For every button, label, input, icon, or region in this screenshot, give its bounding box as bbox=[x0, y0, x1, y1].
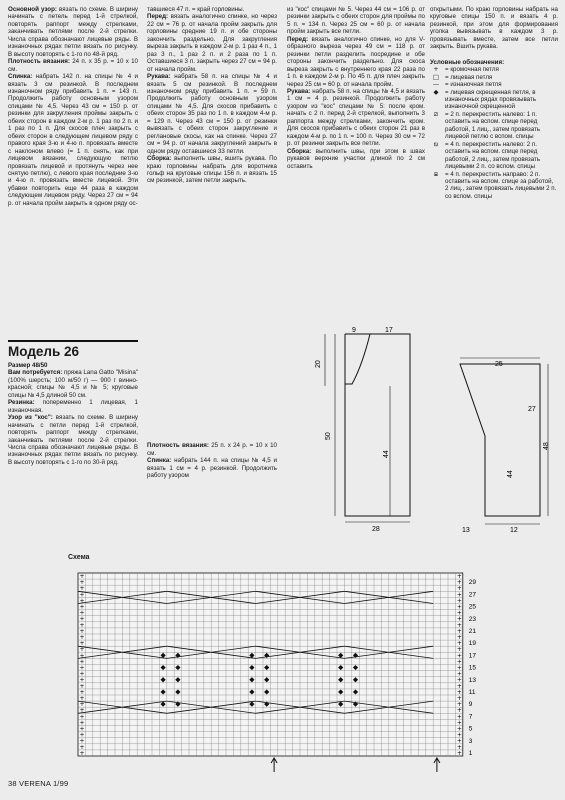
edge-stitch-mark: + bbox=[79, 585, 85, 593]
edge-stitch-mark: + bbox=[456, 743, 462, 751]
schema-label: Схема bbox=[68, 554, 90, 561]
paragraph: Рукава: набрать 58 п. на спицы № 4,5 и вязать 1 см = 4 р. резинкой. Продолжить работу узором из "кос" спицами № 5: после кром. начать с 2 п. перед 2-й стрелкой, выполнить 3 раппорта между стрелками, закончить кром. Для скосов прибавить с обеих сторон 21 раз в каждом 4-м р. по 1 п. = 100 п. Через 30 см = 72 р. от резинки закрыть все петли. bbox=[287, 87, 425, 148]
garment-pattern-body bbox=[290, 326, 425, 536]
dim-label: 28 bbox=[372, 526, 380, 533]
row-number: 13 bbox=[468, 676, 477, 684]
row-number: 21 bbox=[468, 627, 477, 635]
edge-stitch-mark: + bbox=[456, 615, 462, 623]
row-number: 19 bbox=[468, 640, 477, 648]
edge-stitch-mark: + bbox=[456, 713, 462, 721]
pattern-outline bbox=[460, 364, 540, 516]
knitting-chart bbox=[60, 565, 520, 775]
edge-stitch-mark: + bbox=[79, 634, 85, 641]
edge-stitch-mark: + bbox=[79, 676, 85, 684]
dim-label: 25 bbox=[495, 361, 503, 368]
row-number: 1 bbox=[468, 749, 473, 757]
dim-label: 20 bbox=[315, 360, 322, 368]
paragraph: Основной узор: вязать по схеме. В ширину начинать с петель перед 1-й стрелкой, повторять раппорт между стрелками, заканчивать петлями после 2-й стрелки. Числа справа обозначают лицевые ряды. В изнаночных рядах петли вязать по рисунку. В высоту повторять с 1-го по 48-й ряд. bbox=[8, 6, 138, 58]
edge-stitch-mark: + bbox=[79, 573, 85, 580]
legend-symbol-icon: ⧄ bbox=[433, 109, 439, 118]
paragraph: Рукава: набрать 58 п. на спицы № 4 и вязать 5 см резинкой. В последнем изнаночном ряду прибавить 1 п. = 59 п. Продолжить работу основным узором спицами № 4,5. Для скосов прибавить с обеих сторон 35 раз по 1 п. в каждом 4-м р. = 129 п. Через 43 см = 150 р. от резинки вывязать с обеих сторон закругление и реглановые скосы, как на спинке. Через 27 см = 94 р. от начала закруглений закрыть в одном ряду оставшиеся 33 петли. bbox=[147, 73, 277, 155]
paragraph: Перед: вязать аналогично спинке, но для V-образного выреза через 49 см = 118 р. от резинки петли разделить посредине и обе стороны закончить раздельно. Для скоса выреза закрыть с внутреннего края 22 раза по 1 п. в каждом 2-м р. По 45 п. для плеч закрыть через 25 см = 60 р. от начала пройм. bbox=[287, 35, 425, 88]
row-number: 23 bbox=[468, 615, 477, 623]
row-number: 15 bbox=[468, 664, 477, 672]
legend-text: = изнаночная петля bbox=[445, 81, 502, 89]
dim-label: 27 bbox=[528, 406, 536, 413]
edge-stitch-mark: + bbox=[456, 609, 462, 617]
edge-stitch-mark: + bbox=[456, 646, 462, 654]
edge-stitch-mark: + bbox=[79, 725, 85, 733]
edge-stitch-mark: + bbox=[456, 725, 462, 733]
legend-item bbox=[430, 89, 558, 111]
row-number: 5 bbox=[468, 725, 473, 733]
paragraph: Спинка: набрать 142 п. на спицы № 4 и вязать 3 см резинкой. В последнем изнаночном ряду прибавить 1 п. = 143 п. Продолжить работу основным узором спицами № 4,5. Через 43 см = 150 р. от резинки для закругления проймы закрыть с обеих сторон в каждом 2-м р. 1 раз по 2 п. и 1 раз по 1 п. Для скосов плеч закрыть с обеих сторон в следующем лицевом ряду с правого края 3-ю и 4-ю п. провязать вместе с наклоном влево (= 1 п. снять, как при лицевом вязании, следующую петлю провязать лицевой и протянуть через нее снятую петлю), с левого края последние 3-ю и 4-ю п. провязать вместе лицевой. Эти убавки повторить еще 44 раза в каждом следующем лицевом ряду. Через 27 см = 94 р. от начала пройм закрыть в одном ряду ос- bbox=[8, 73, 138, 207]
edge-stitch-mark: + bbox=[456, 658, 462, 666]
paragraph: Плотность вязания: 24 п. х 35 р. = 10 х 10 см. bbox=[8, 58, 138, 73]
paragraph: Узор из "кос": вязать по схеме. В ширину начинать с петли перед 1-й стрелкой, повторять раппорт между стрелками, заканчивать петлями после 2-й стрелки. Числа справа обозначают лицевые ряды. В изнаночных рядах петли вязать по рисунку. В высоту повторять с 1-го по 30-й ряд. bbox=[8, 414, 139, 466]
edge-stitch-mark: + bbox=[456, 701, 462, 709]
edge-stitch-mark: + bbox=[456, 634, 462, 641]
row-number: 17 bbox=[468, 652, 477, 660]
paragraph: Перед: вязать аналогично спинке, но через 22 см = 76 р. от начала пройм закрыть для горловины средние 19 п. и обе стороны закончить раздельно. Для закругления выреза закрыть в каждом 2-м р. 1 раз 4 п., 1 раз 3 п., 1 раз 2 п. и 2 раза по 1 п. Оставшиеся 3 п. закрыть через 27 см = 94 р. от начала пройм. bbox=[147, 13, 277, 73]
row-number: 29 bbox=[468, 579, 477, 587]
edge-stitch-mark: + bbox=[79, 603, 85, 611]
edge-stitch-mark: + bbox=[456, 731, 462, 739]
legend-title: Условные обозначения: bbox=[430, 58, 505, 66]
edge-stitch-mark: + bbox=[456, 591, 462, 599]
legend-symbol-icon: — bbox=[432, 80, 440, 89]
edge-stitch-mark: + bbox=[79, 737, 85, 745]
edge-stitch-mark: + bbox=[456, 597, 462, 605]
paragraph: из "кос" спицами № 5. Через 44 см = 106 р. от резинки закрыть с обеих сторон для проймы по 5 п. = 134 п. Через 25 см = 60 р. от начала пройм закрыть все петли. bbox=[287, 6, 425, 36]
edge-stitch-mark: + bbox=[79, 627, 85, 635]
model26-intro bbox=[8, 362, 138, 466]
edge-stitch-mark: + bbox=[79, 713, 85, 721]
edge-stitch-mark: + bbox=[79, 652, 85, 660]
edge-stitch-mark: + bbox=[79, 664, 85, 672]
edge-stitch-mark: + bbox=[79, 621, 85, 629]
edge-stitch-mark: + bbox=[79, 646, 85, 654]
dim-label: 9 bbox=[352, 327, 356, 334]
legend-list bbox=[430, 66, 558, 200]
legend-text: = кромочная петля bbox=[445, 66, 499, 74]
dim-label: 17 bbox=[385, 327, 393, 334]
paragraph: тавшиеся 47 п. = край горловины. bbox=[147, 6, 245, 13]
edge-stitch-mark: + bbox=[456, 688, 462, 696]
edge-stitch-mark: + bbox=[456, 627, 462, 635]
legend-item bbox=[430, 81, 558, 88]
legend-item bbox=[430, 141, 558, 171]
edge-stitch-mark: + bbox=[456, 737, 462, 745]
edge-stitch-mark: + bbox=[79, 743, 85, 751]
dim-label: 12 bbox=[510, 527, 518, 534]
row-number: 11 bbox=[468, 688, 476, 696]
legend-text: = лицевая петля bbox=[445, 73, 493, 81]
edge-stitch-mark: + bbox=[456, 652, 462, 660]
paragraph: Сборка: выполнить швы, при этом в швах рукавов верхние участки длиной по 2 см оставить bbox=[287, 147, 425, 170]
dim-label: 44 bbox=[383, 450, 390, 458]
model-title: Модель 26 bbox=[8, 340, 138, 359]
text-column-2 bbox=[147, 6, 277, 185]
dim-label: 13 bbox=[462, 527, 470, 534]
row-number: 25 bbox=[468, 603, 477, 611]
edge-stitch-mark: + bbox=[456, 719, 462, 727]
legend-text: = 4 п. перекрестить налево: 2 п. оставить на вспом. спице перед работой, 2 лиц., затем провязать лицевыми 2 п. со вспом. спицы bbox=[445, 140, 541, 171]
edge-stitch-mark: + bbox=[456, 621, 462, 629]
edge-stitch-mark: + bbox=[456, 670, 462, 678]
dim-label: 50 bbox=[325, 432, 332, 440]
model26-body bbox=[147, 342, 277, 480]
edge-stitch-mark: + bbox=[79, 749, 85, 757]
row-number: 7 bbox=[468, 713, 473, 721]
page-footer: 38 VERENA 1/99 bbox=[8, 779, 69, 788]
edge-stitch-mark: + bbox=[456, 640, 462, 648]
legend-symbol-icon: + bbox=[433, 65, 439, 74]
legend-item bbox=[430, 111, 558, 141]
paragraph: Вам потребуется: пряжа Lana Gatto "Misina" (100% шерсть; 100 м/50 г) — 900 г винно-красной; спицы № 4,5 и № 5; круговые спицы № 4,5 длиной 50 см. bbox=[8, 369, 138, 399]
legend-symbol-icon: ⧆ bbox=[433, 169, 439, 178]
edge-stitch-mark: + bbox=[456, 603, 462, 611]
row-number: 27 bbox=[468, 591, 477, 599]
garment-pattern-sleeve bbox=[440, 356, 555, 536]
legend-text: = лицевая скрещенная петля, в изнаночных рядах провязывать изнаночной скрещенной bbox=[445, 88, 537, 111]
text-column-1 bbox=[8, 6, 138, 207]
legend-symbol-icon: ⧅ bbox=[433, 139, 439, 148]
text-column-4 bbox=[430, 6, 558, 200]
edge-stitch-mark: + bbox=[79, 658, 85, 666]
edge-stitch-mark: + bbox=[79, 615, 85, 623]
edge-stitch-mark: + bbox=[79, 688, 85, 696]
edge-stitch-mark: + bbox=[79, 731, 85, 739]
legend-symbol-icon: ◆ bbox=[433, 87, 439, 96]
size-label: Размер 48/50 bbox=[8, 362, 48, 369]
paragraph: Плотность вязания: 25 п. х 24 р. = 10 х 10 см. bbox=[147, 442, 277, 457]
edge-stitch-mark: + bbox=[79, 701, 85, 709]
dim-label: 48 bbox=[543, 442, 550, 450]
legend-text: = 2 п. перекрестить налево: 1 п. оставить на вспом. спице перед работой, 1 лиц., затем провязать лицевой петлю с вспом. спицы bbox=[445, 110, 541, 141]
legend-text: = 4 п. перекрестить направо: 2 п. оставить на вспом. спице за работой, 2 лиц., затем провязать лицевыми 2 п. со вспом. спицы bbox=[445, 170, 557, 200]
row-number: 9 bbox=[468, 701, 473, 709]
legend-item bbox=[430, 74, 558, 81]
repeat-arrow-icon bbox=[434, 758, 440, 772]
paragraph: Спинка: набрать 144 п. на спицы № 4,5 и вязать 1 см = 4 р. резинкой. Продолжить работу узором bbox=[147, 457, 277, 480]
paragraph: Сборка: выполнить швы, вшить рукава. По краю горловины набрать для воротника гольф на круговые спицы 156 п. и вязать 15 см резинкой, затем петли закрыть. bbox=[147, 155, 277, 185]
edge-stitch-mark: + bbox=[456, 749, 462, 757]
paragraph: Резинка: попеременно 1 лицевая, 1 изнаночная. bbox=[8, 399, 138, 414]
edge-stitch-mark: + bbox=[79, 640, 85, 648]
dim-label: 44 bbox=[507, 470, 514, 478]
repeat-arrow-icon bbox=[271, 758, 277, 772]
pattern-outline bbox=[345, 334, 410, 516]
text-column-3 bbox=[287, 6, 425, 170]
edge-stitch-mark: + bbox=[456, 707, 462, 715]
legend-item bbox=[430, 171, 558, 201]
edge-stitch-mark: + bbox=[79, 707, 85, 715]
edge-stitch-mark: + bbox=[456, 682, 462, 690]
edge-stitch-mark: + bbox=[79, 670, 85, 678]
legend-symbol-icon: □ bbox=[432, 72, 440, 81]
edge-stitch-mark: + bbox=[79, 695, 85, 702]
edge-stitch-mark: + bbox=[456, 585, 462, 593]
row-number: 3 bbox=[468, 737, 473, 745]
edge-stitch-mark: + bbox=[79, 597, 85, 605]
edge-stitch-mark: + bbox=[79, 719, 85, 727]
edge-stitch-mark: + bbox=[456, 664, 462, 672]
edge-stitch-mark: + bbox=[456, 695, 462, 702]
edge-stitch-mark: + bbox=[456, 573, 462, 580]
edge-stitch-mark: + bbox=[79, 682, 85, 690]
edge-stitch-mark: + bbox=[79, 591, 85, 599]
legend-item bbox=[430, 66, 558, 73]
paragraph: открытыми. По краю горловины набрать на круговые спицы 150 п. и вязать 4 р. резинкой, при этом для формирования уголка вывязывать в каждом 3 р. провязывать вместе, затем все петли закрыть. Вшить рукава. bbox=[430, 6, 558, 51]
edge-stitch-mark: + bbox=[79, 579, 85, 587]
edge-stitch-mark: + bbox=[456, 676, 462, 684]
edge-stitch-mark: + bbox=[456, 579, 462, 587]
edge-stitch-mark: + bbox=[79, 609, 85, 617]
